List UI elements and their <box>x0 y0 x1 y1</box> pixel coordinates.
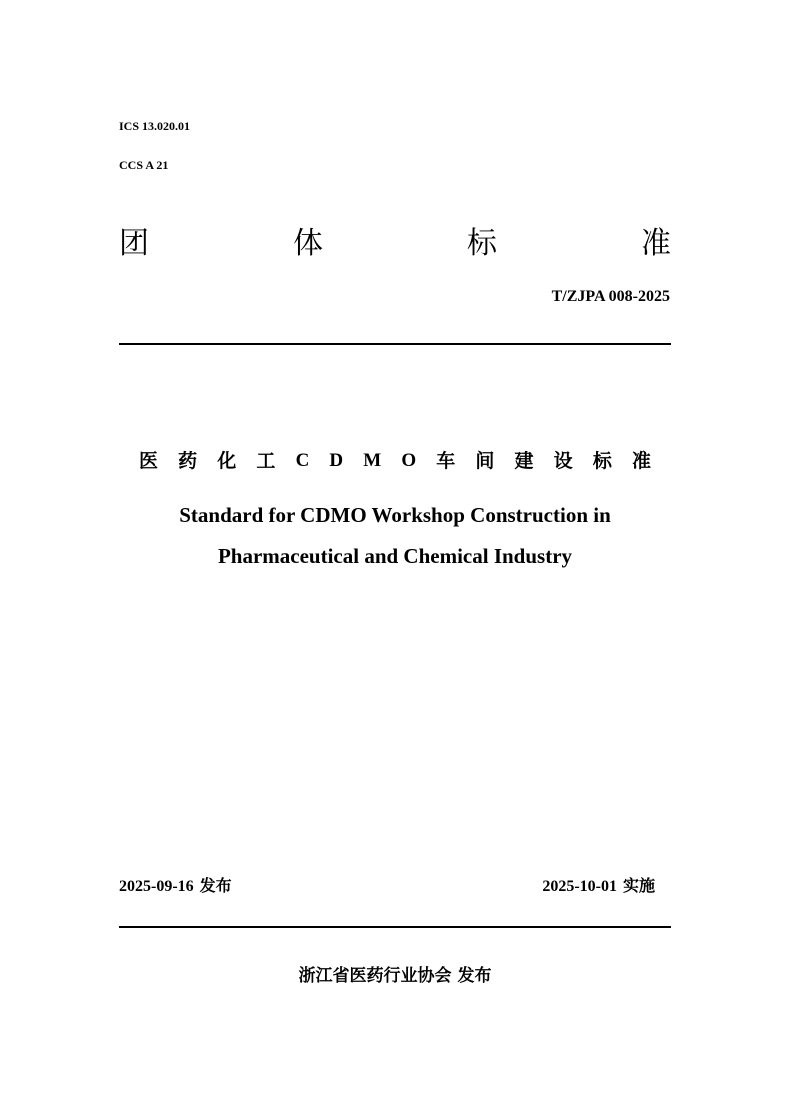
chinese-title-char: 建 <box>514 450 534 472</box>
chinese-title-char: 化 <box>217 450 237 472</box>
chinese-title-char: 间 <box>475 450 495 472</box>
chinese-title-char: C <box>295 450 310 471</box>
english-title-line-2: Pharmaceutical and Chemical Industry <box>217 544 573 568</box>
chinese-title <box>139 448 651 474</box>
publish-date: 2025-09-16 <box>119 878 194 895</box>
chinese-title-char: 设 <box>553 450 573 472</box>
effective-date: 2025-10-01 <box>542 878 617 895</box>
chinese-title-char: 车 <box>436 450 456 472</box>
chinese-title-char: D <box>329 450 344 471</box>
effective-label: 实施 <box>622 876 655 895</box>
effective-date-block <box>542 873 655 896</box>
top-divider <box>119 343 671 345</box>
ccs-code: CCS A 21 <box>119 158 169 172</box>
chinese-title-char: M <box>363 450 382 471</box>
bottom-divider <box>119 926 671 928</box>
chinese-title-char: 医 <box>139 450 159 472</box>
chinese-title-char: 准 <box>631 450 651 472</box>
standard-number: T/ZJPA 008-2025 <box>551 288 670 305</box>
publish-label: 发布 <box>199 876 232 895</box>
document-type-char: 准 <box>641 226 671 261</box>
document-type-char: 体 <box>293 226 323 261</box>
chinese-title-char: 药 <box>178 450 198 472</box>
document-type-char: 团 <box>119 226 149 261</box>
english-title-line-1: Standard for CDMO Workshop Construction in <box>179 503 611 527</box>
publisher-line: 浙江省医药行业协会 发布 <box>298 966 492 986</box>
publish-date-block <box>119 873 232 896</box>
document-type-char: 标 <box>467 226 497 261</box>
ics-code: ICS 13.020.01 <box>119 119 191 133</box>
document-type-heading <box>119 224 671 264</box>
chinese-title-char: 标 <box>592 450 612 472</box>
chinese-title-char: 工 <box>256 450 276 472</box>
chinese-title-char: O <box>401 450 417 471</box>
